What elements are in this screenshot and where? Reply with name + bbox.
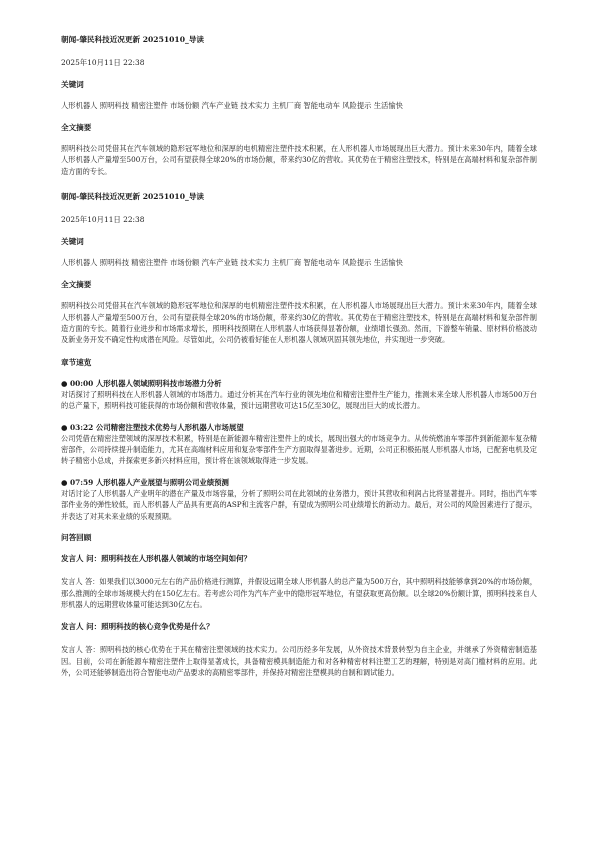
keywords-line: 人形机器人 照明科技 精密注塑件 市场份额 汽车产业链 技术实力 主机厂商 智能电动车 风险提示 生活愉快	[61, 101, 403, 110]
chapter-item	[61, 422, 537, 467]
qa-answer: 发言人 答：如果我们以3000元左右的产品价格进行测算，并假设远期全球人形机器人的总产量为500万台，其中照明科技能够拿到20%的市场份额，那么推测的全球市场规模大约在150亿左右。若考虑公司作为汽车产业中的隐形冠军地位，有望获取更高份额。以全球20%份额计算，照明科技来自人形机器人的远期营收体量可能达到30亿左右。	[61, 577, 537, 609]
chapter-title: ● 03:22 公司精密注塑技术优势与人形机器人市场展望	[61, 422, 244, 432]
qa-question: 发言人 问：照明科技在人形机器人领域的市场空间如何？	[61, 554, 252, 564]
summary-heading-repeat: 全文摘要	[61, 280, 92, 290]
doc-title-repeat: 朝闻-肇民科技近况更新 20251010_导读	[61, 192, 204, 202]
summary-paragraph: 照明科技公司凭借其在汽车领域的隐形冠军地位和深厚的电机精密注塑件技术积累，在人形机器人市场展现出巨大潜力。预计未来30年内，随着全球人形机器人产量增至500万台，公司有望获得全球20%的市场份额，带来约30亿的营收。其优势在于精密注塑技术，特别是在高端材料和复杂部件制造方面的专长。	[61, 144, 537, 176]
chapter-item	[61, 477, 537, 522]
keywords-line-repeat: 人形机器人 照明科技 精密注塑件 市场份额 汽车产业链 技术实力 主机厂商 智能电动车 风险提示 生活愉快	[61, 258, 403, 268]
chapter-body: 对话探讨了照明科技在人形机器人领域的市场潜力。通过分析其在汽车行业的领先地位和精密注塑件生产能力，推测未来全球人形机器人市场500万台的总产量下，照明科技可能获得的市场份额和营收体量，预计远期营收可达15亿至30亿，展现出巨大的成长潜力。	[61, 389, 537, 411]
summary-heading: 全文摘要	[61, 123, 92, 132]
doc-title: 朝闻-肇民科技近况更新 20251010_导读	[61, 35, 204, 44]
chapter-title: ● 07:59 人形机器人产业展望与照明公司业绩预测	[61, 477, 229, 487]
chapter-body: 公司凭借在精密注塑领域的深厚技术积累，特别是在新能源车精密注塑件上的成长，展现出强大的市场竞争力。从传统燃油车零部件到新能源车复杂精密部件，公司持续提升制造能力，尤其在高端材料应用和复杂零部件生产方面取得显著进步。近期，公司正积极拓展人形机器人市场，已配套电机及定转子精密小总成，并探索更多新兴材料应用，预计将在该领域取得进一步发展。	[61, 433, 537, 466]
qa-heading: 问答回顾	[61, 533, 92, 543]
doc-date: 2025年10月11日 22:38	[61, 58, 145, 67]
chapter-item	[61, 378, 537, 412]
chapter-title: ● 00:00 人形机器人领域照明科技市场潜力分析	[61, 378, 222, 388]
qa-answer: 发言人 答：照明科技的核心优势在于其在精密注塑领域的技术实力。公司历经多年发展，从外资技术背景转型为自主企业，并继承了外资精密制造基因。目前，公司在新能源车精密注塑件上取得显著成长，具备精密模具制造能力和对各种精密材料注塑工艺的理解，特别是对高门槛材料的应用。此外，公司还能够制造出符合智能电动产品要求的高精密零部件，并保持对精密注塑模具的自制和调试能力。	[61, 645, 537, 678]
summary-paragraph-full: 照明科技公司凭借其在汽车领域的隐形冠军地位和深厚的电机精密注塑件技术积累，在人形机器人市场展现出巨大潜力。预计未来30年内，随着全球人形机器人产量增至500万台，公司有望获得全球20%的市场份额，带来约30亿的营收。其优势在于精密注塑技术，特别是在高端材料和复杂部件制造方面的专长。随着行业进步和市场需求增长，照明科技预期在人形机器人市场获得显著份额，业绩增长强劲。然而，下游整车销量、原材料价格波动及新业务开发不确定性构成潜在风险。尽管如此，公司仍被看好能在人形机器人领域巩固其领先地位，并实现进一步突破。	[61, 301, 537, 345]
chapters-heading: 章节速览	[61, 357, 92, 367]
keywords-heading-repeat: 关键词	[61, 237, 84, 247]
doc-date-repeat: 2025年10月11日 22:38	[61, 215, 145, 225]
qa-question: 发言人 问：照明科技的核心竞争优势是什么？	[61, 622, 214, 632]
keywords-heading: 关键词	[61, 80, 84, 89]
chapter-body: 对话讨论了人形机器人产业明年的潜在产量及市场容量，分析了照明公司在此领域的业务潜力，预计其营收和利润占比将显著提升。同时，指出汽车零部件业务的弹性较低，而人形机器人产品具有更高的ASP和主流客户群，有望成为照明公司业绩增长的新动力。最后，对公司的风险因素进行了提示，并表达了对其未来业绩的乐观预期。	[61, 488, 537, 521]
